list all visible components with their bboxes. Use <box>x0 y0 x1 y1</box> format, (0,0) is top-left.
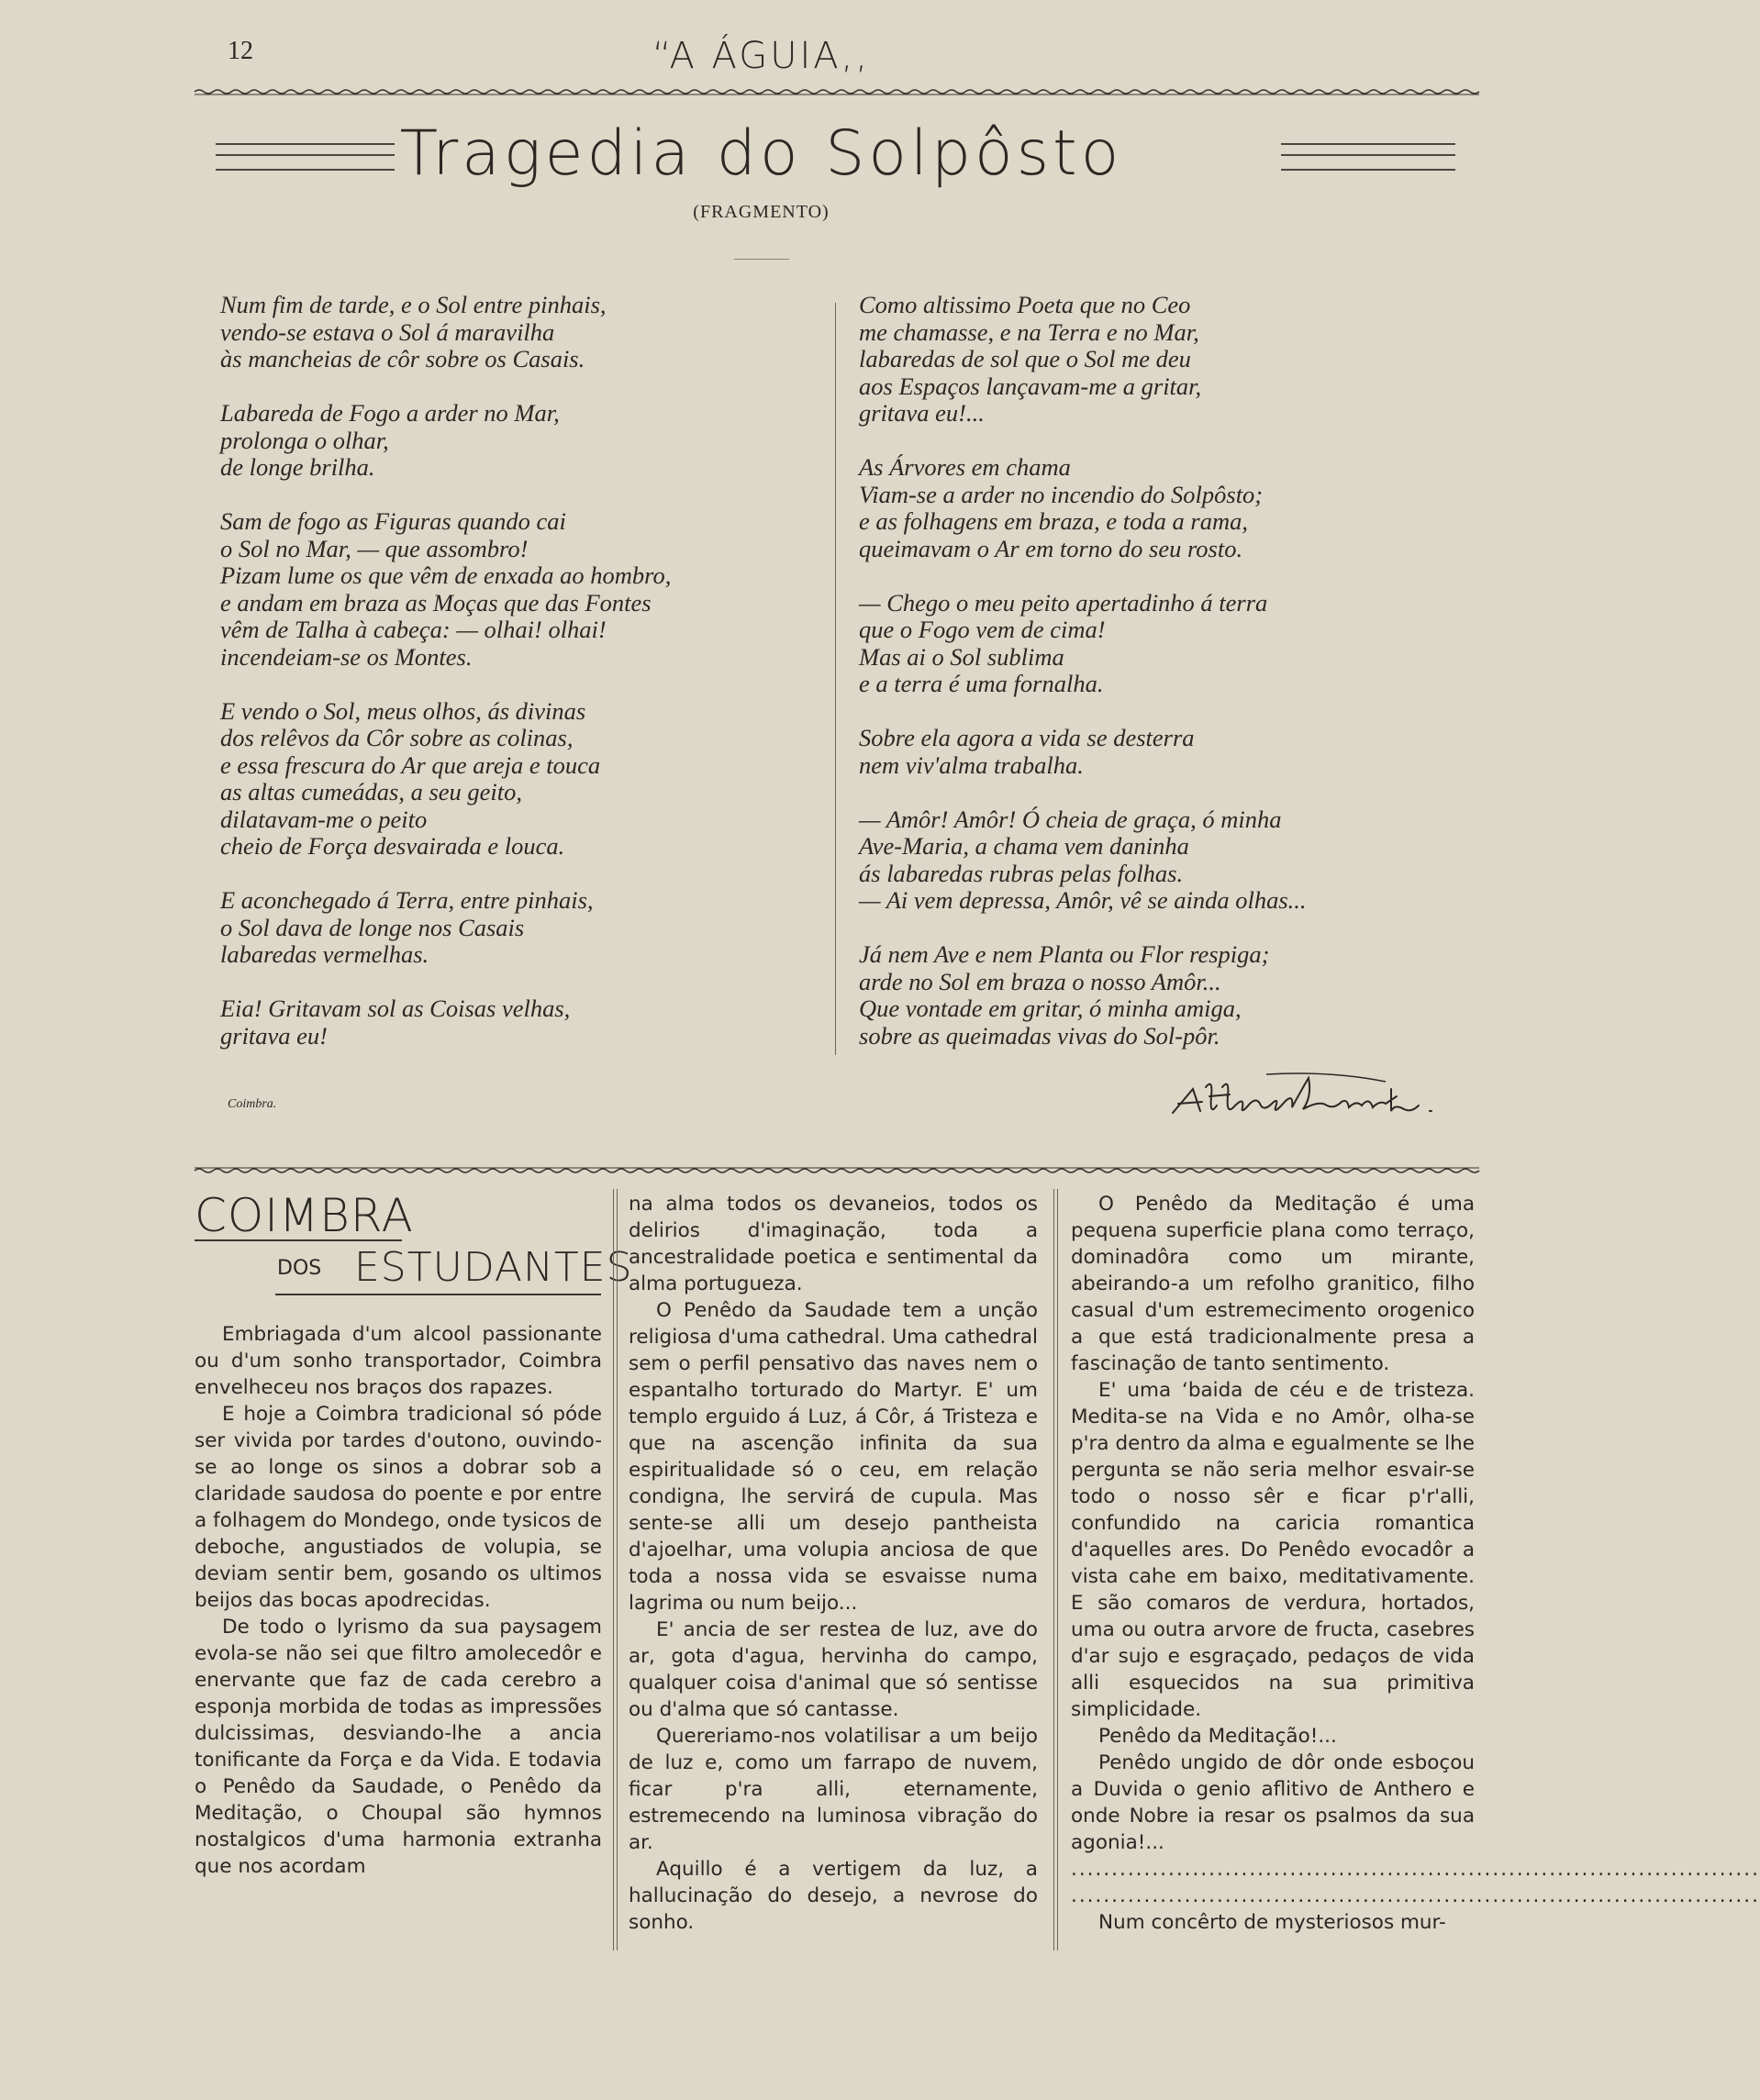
article-paragraph: E' uma ‘baida de céu e de tristeza. Medita-se na Vida e no Amôr, olha-se p'ra dentro da alma e egualmente se lhe pergunta se não seria melhor esvair-se todo o nosso sêr e ficar p'r'alli, confundido na caricia romantica d'aquelles ares. Do Penêdo evocadôr a vista cahe em baixo, meditativamente. E são comaros de verdura, hortados, uma ou outra arvore de fructa, casebres d'ar sujo e esgraçado, pedaços de vida alli esquecidos na sua primitiva simplicidade. <box>1071 1379 1475 1721</box>
article-paragraph: ..................................................................................... <box>1071 1858 1760 1881</box>
poem-line: Labareda de Fogo a arder no Mar, <box>220 399 560 427</box>
article-paragraph: Quereriamo-nos volatilisar a um beijo de luz e, como um farrapo de nuvem, ficar p'ra alli, eternamente, estremecendo na luminosa vibração do ar. <box>629 1725 1038 1854</box>
poem-line: gritava eu!... <box>859 399 985 427</box>
poem-line: às mancheias de côr sobre os Casais. <box>220 345 585 372</box>
poem-line: queimavam o Ar em torno do seu rosto. <box>859 534 1243 562</box>
poem-line: Eia! Gritavam sol as Coisas velhas, <box>220 994 571 1022</box>
poem-line: que o Fogo vem de cima! <box>859 616 1106 643</box>
poem-line: labaredas de sol que o Sol me deu <box>859 345 1191 372</box>
poem-line <box>859 428 1307 455</box>
poem-line: E aconchegado á Terra, entre pinhais, <box>220 886 594 914</box>
poem-line: nem viv'alma trabalha. <box>859 750 1084 779</box>
poem-line: dos relêvos da Côr sobre as colinas, <box>220 724 574 751</box>
poem-place: Coimbra. <box>228 1097 277 1111</box>
article-heading-main: COIMBRA <box>195 1189 414 1242</box>
subtitle-rule <box>734 259 789 260</box>
poem-line: As Árvores em chama <box>859 453 1071 481</box>
article-heading-sub: ESTUDANTES <box>354 1244 633 1291</box>
poem-line: dilatavam-me o peito <box>220 805 428 833</box>
poem-title: Tragedia do Solpôsto <box>399 117 1123 190</box>
article-column-3 <box>1071 1191 1760 1936</box>
article-paragraph: E' ancia de ser restea de luz, ave do ar, gota d'agua, hervinha do campo, qualquer coisa d'animal que só sentisse ou d'alma que só cantasse. <box>629 1618 1038 1721</box>
author-signature <box>1165 1069 1459 1137</box>
poem-line: ás labaredas rubras pelas folhas. <box>859 859 1184 887</box>
poem-line: — Ai vem depressa, Amôr, vê se ainda olhas... <box>859 886 1307 914</box>
poem-line: e andam em braza as Moças que das Fontes <box>220 588 652 617</box>
poem-right-column <box>859 292 1307 1050</box>
poem-line: labaredas vermelhas. <box>220 940 429 968</box>
poem-line <box>220 671 671 698</box>
poem-line: me chamasse, e na Terra e no Mar, <box>859 317 1199 346</box>
article-paragraph: na alma todos os devaneios, todos os delirios d'imaginação, toda a ancestralidade poetica e sentimental da alma portugueza. <box>629 1193 1038 1295</box>
poem-line <box>859 915 1307 942</box>
poem-line: Mas ai o Sol sublima <box>859 642 1064 671</box>
article-divider-2 <box>1053 1189 1058 1950</box>
poem-line <box>859 698 1307 726</box>
poem-line <box>859 562 1307 590</box>
poem-line: e essa frescura do Ar que areja e touca <box>220 750 601 779</box>
poem-line: o Sol dava de longe nos Casais <box>220 913 525 941</box>
poem-line <box>220 969 671 996</box>
poem-line: o Sol no Mar, — que assombro! <box>220 534 529 562</box>
poem-line: Que vontade em gritar, ó minha amiga, <box>859 994 1242 1022</box>
article-heading-rule-bottom <box>275 1294 601 1295</box>
section-wavy-rule <box>195 1167 1479 1174</box>
article-paragraph: Penêdo da Meditação!... <box>1098 1725 1337 1748</box>
article-paragraph: O Penêdo da Saudade tem a unção religiosa d'uma cathedral. Uma cathedral sem o perfil pensativo das naves nem o espantalho torturado do Martyr. E' um templo erguido á Luz, á Côr, á Tristeza e que na ascenção infinita da sua espiritualidade só o ceu, em relação condigna, lhe servirá de cupula. Mas sente-se alli um desejo pantheista d'ajoelhar, uma volupia anciosa de que toda a nossa vida se esvaisse numa lagrima ou num beijo... <box>629 1299 1038 1615</box>
poem-line: cheio de Força desvairada e louca. <box>220 832 565 860</box>
poem-line: Sobre ela agora a vida se desterra <box>859 724 1195 751</box>
poem-line: — Amôr! Amôr! Ó cheia de graça, ó minha <box>859 805 1282 833</box>
poem-line: gritava eu! <box>220 1021 329 1050</box>
publication-title: “A ÁGUIA,, <box>652 35 871 77</box>
poem-line: as altas cumeádas, a seu geito, <box>220 778 523 806</box>
poem-line: arde no Sol em braza o nosso Amôr... <box>859 967 1221 995</box>
poem-line: Num fim de tarde, e o Sol entre pinhais, <box>220 291 607 318</box>
poem-line: sobre as queimadas vivas do Sol-pôr. <box>859 1021 1220 1050</box>
article-paragraph: O Penêdo da Meditação é uma pequena superficie plana como terraço, dominadôra como um mirante, abeirando-a um refolho granitico, filho casual d'um estremecimento orogenico a que está tradicionalmente presa a fascinação de tanto sentimento. <box>1071 1193 1475 1375</box>
poem-line: e as folhagens em braza, e toda a rama, <box>859 507 1248 535</box>
poem-line <box>220 861 671 888</box>
poem-line <box>859 779 1307 806</box>
poem-line: Como altissimo Poeta que no Ceo <box>859 291 1191 318</box>
article-heading-small: DOS <box>277 1257 322 1280</box>
poem-line: Sam de fogo as Figuras quando cai <box>220 507 566 535</box>
poem-line: prolonga o olhar, <box>220 426 389 454</box>
poem-line: E vendo o Sol, meus olhos, ás divinas <box>220 696 586 725</box>
poem-line: — Chego o meu peito apertadinho á terra <box>859 588 1268 617</box>
article-paragraph: Num concêrto de mysteriosos mur- <box>1098 1911 1446 1934</box>
poem-line: e a terra é uma fornalha. <box>859 670 1104 697</box>
article-paragraph: Embriagada d'um alcool passionante ou d'um sonho transportador, Coimbra envelheceu nos braços dos rapazes. <box>195 1323 602 1399</box>
poem-line: incendeiam-se os Montes. <box>220 642 473 671</box>
poem-line <box>220 373 671 401</box>
article-column-1 <box>195 1321 602 1880</box>
poem-line: Ave-Maria, a chama vem daninha <box>859 832 1189 860</box>
article-paragraph: De todo o lyrismo da sua paysagem evola-se não sei que filtro amolecedôr e enervante que faz de cada cerebro a esponja morbida de todas as impressões dulcissimas, desviando-lhe a ancia tonificante da Força e da Vida. E todavia o Penêdo da Saudade, o Penêdo da Meditação, o Choupal são hymnos nostalgicos d'uma harmonia extranha que nos acordam <box>195 1616 602 1878</box>
poem-subtitle: (FRAGMENTO) <box>693 202 830 222</box>
article-paragraph: Aquillo é a vertigem da luz, a hallucinação do desejo, a nevrose do sonho. <box>629 1858 1038 1934</box>
poem-line: vendo-se estava o Sol á maravilha <box>220 317 555 346</box>
poem-line: Já nem Ave e nem Planta ou Flor respiga; <box>859 940 1270 968</box>
page-number: 12 <box>228 37 253 65</box>
poem-line <box>220 482 671 509</box>
header-wavy-rule <box>195 88 1479 95</box>
article-divider-1 <box>613 1189 618 1950</box>
article-paragraph: Penêdo ungido de dôr onde esboçou a Duvida o genio aflitivo de Anthero e onde Nobre ia resar os psalmos da sua agonia!... <box>1071 1751 1475 1854</box>
poem-column-divider <box>835 303 836 1055</box>
poem-line: vêm de Talha à cabeça: — olhai! olhai! <box>220 616 607 643</box>
article-paragraph: E hoje a Coimbra tradicional só póde ser vivida por tardes d'outono, ouvindo-se ao longe os sinos a dobrar sob a claridade saudosa do poente e por entre a folhagem do Mondego, onde tysicos de deboche, angustiados de volupia, se deviam sentir bem, gosando os ultimos beijos das bocas apodrecidas. <box>195 1403 602 1612</box>
poem-line: de longe brilha. <box>220 453 375 481</box>
article-heading-rule-top <box>195 1239 402 1241</box>
poem-line: Viam-se a arder no incendio do Solpôsto; <box>859 480 1264 508</box>
poem-line: Pizam lume os que vêm de enxada ao hombro, <box>220 561 672 589</box>
poem-left-column <box>220 292 671 1050</box>
article-column-2 <box>629 1191 1038 1936</box>
poem-line: aos Espaços lançavam-me a gritar, <box>859 372 1202 400</box>
article-paragraph: ..................................................................................... <box>1071 1884 1760 1907</box>
title-rule-right-mid <box>1281 154 1455 156</box>
title-rule-right <box>1281 143 1455 171</box>
